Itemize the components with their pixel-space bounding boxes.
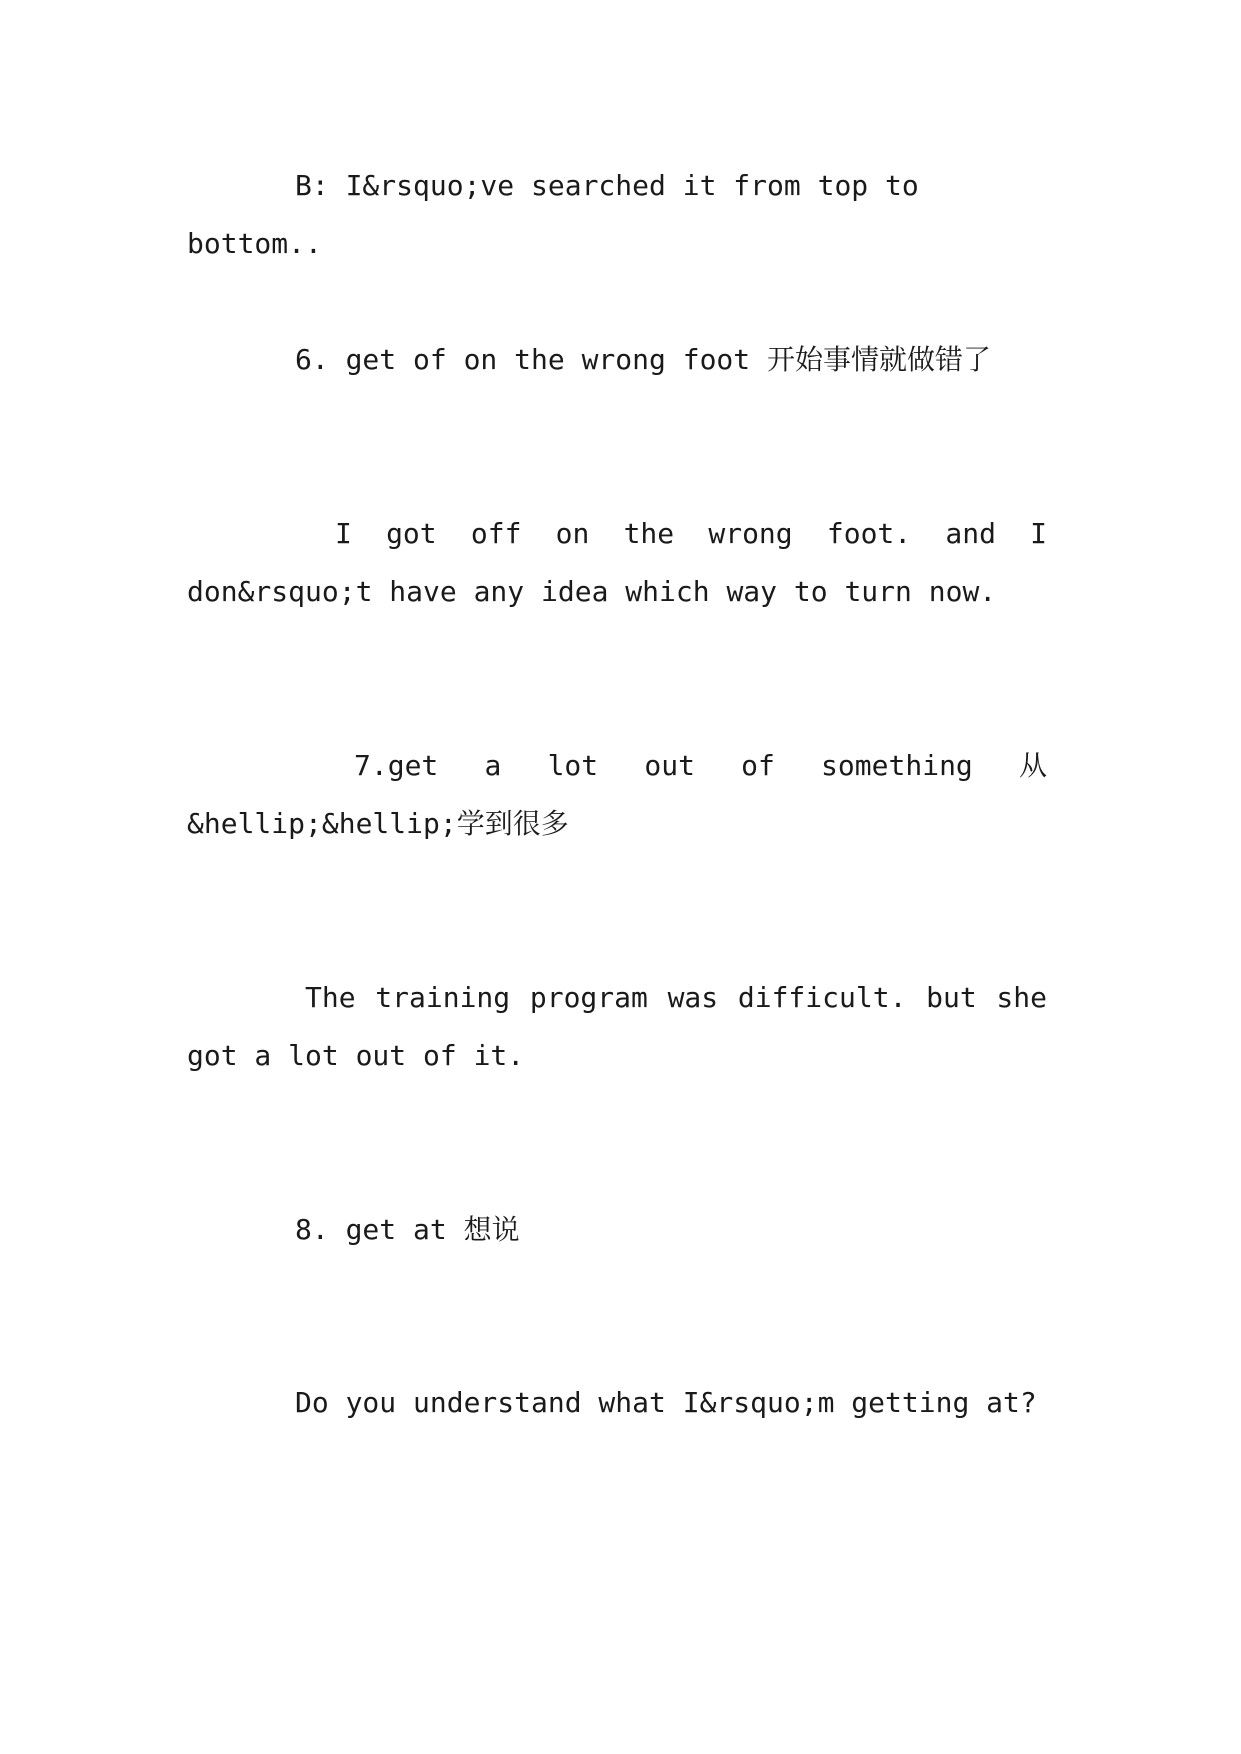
- paragraph-7-text: Do you understand what I&rsquo;m getting at?: [295, 1386, 1037, 1419]
- paragraph-4: [187, 737, 1047, 853]
- paragraph-2-text: 6. get of on the wrong foot 开始事情就做错了: [295, 343, 992, 376]
- paragraph-6-text: 8. get at 想说: [295, 1213, 520, 1246]
- paragraph-1: [187, 157, 1047, 273]
- paragraph-5-line-1: The training program was difficult. but she: [305, 981, 1047, 1014]
- paragraph-6: [187, 1201, 1047, 1259]
- paragraph-5: [187, 969, 1047, 1085]
- paragraph-7: [187, 1374, 1047, 1432]
- paragraph-4-line-2: &hellip;&hellip;学到很多: [187, 807, 569, 840]
- paragraph-4-line-1: 7.get a lot out of something 从: [354, 749, 1047, 782]
- paragraph-2: [187, 331, 1047, 389]
- paragraph-5-line-2: got a lot out of it.: [187, 1039, 525, 1072]
- paragraph-3-line-1: I got off on the wrong foot. and I: [335, 517, 1047, 550]
- paragraph-3-line-2: don&rsquo;t have any idea which way to turn now.: [187, 575, 997, 608]
- paragraph-3: [187, 505, 1047, 621]
- paragraph-1-text: B: I&rsquo;ve searched it from top to bottom..: [187, 169, 919, 260]
